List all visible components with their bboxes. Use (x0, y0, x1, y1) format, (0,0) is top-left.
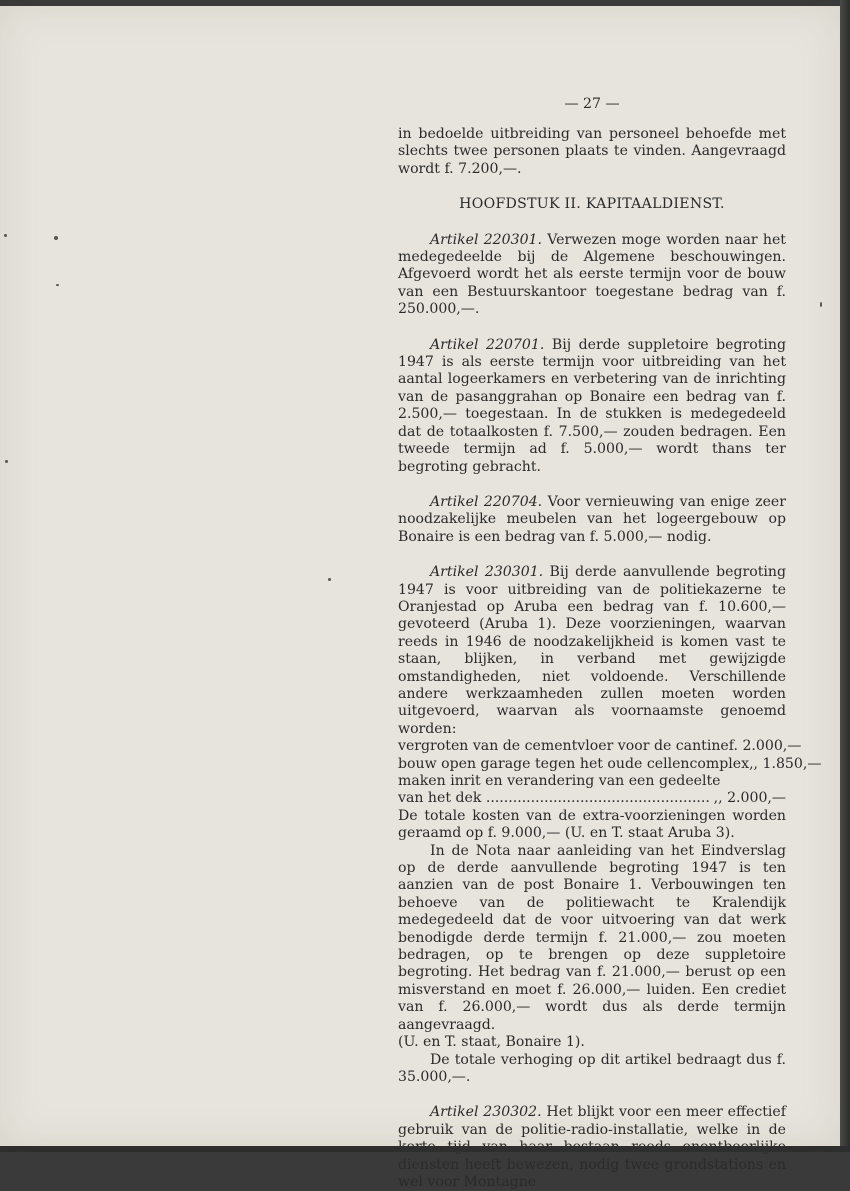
total-increase-paragraph: De totale verhoging op dit artikel bedraagt dus f. 35.000,—. (398, 1051, 786, 1085)
article-220704 (398, 494, 786, 546)
article-label: Artikel 220704. (430, 493, 543, 510)
cost-item-amount: ,, 1.850,— (749, 755, 822, 772)
article-label: Artikel 230301. (430, 564, 544, 581)
intro-paragraph: in bedoelde uitbreiding van personeel behoefde met slechts twee personen plaats te vinden. Aangevraagd wordt f. 7.200,—. (398, 126, 786, 177)
paper-speck (56, 284, 59, 286)
article-text: Bij derde suppletoire begroting 1947 is als eerste termijn voor uitbreiding van het aantal logeerkamers en verbetering van de inrichting van de pasanggrahan op Bonaire een bedrag van f. 2.500,— toegestaan. In de stukken is medegedeeld dat de totaalkosten f. 7.500,— zouden bedragen. Een tweede termijn ad f. 5.000,— wordt thans ter begroting gebracht. (398, 336, 786, 475)
article-label: Artikel 220701. (430, 336, 545, 353)
cost-item (398, 755, 822, 773)
cost-item (398, 738, 802, 755)
paper-speck (328, 578, 331, 581)
cost-item-label: van het dek .................................................. (398, 790, 710, 807)
cost-item-label: bouw open garage tegen het oude cellencomplex (398, 755, 750, 772)
document-page (0, 6, 840, 1190)
cost-item (398, 773, 786, 790)
spacer (398, 546, 786, 564)
cost-item-label: vergroten van de cementvloer voor de cantine (398, 738, 729, 755)
article-220701 (398, 337, 786, 476)
nota-reference: (U. en T. staat, Bonaire 1). (398, 1034, 585, 1051)
article-label: Artikel 230302. (430, 1104, 542, 1121)
article-220301 (398, 232, 786, 319)
text-column (398, 96, 822, 1191)
article-230301 (398, 564, 786, 738)
paper-speck (4, 234, 7, 237)
paper-speck (5, 460, 8, 463)
cost-item-amount: f. 2.000,— (728, 738, 802, 755)
article-text: Het blijkt voor een meer effectief gebruik van de politie-radio-installatie, welke in de diensten heeft bewezen, nodig twee grondstations en wel voor Montagne (398, 1104, 786, 1190)
article-label: Artikel 220301. (430, 231, 542, 248)
spacer (398, 214, 786, 232)
paper-speck (54, 236, 58, 240)
article-text: Voor vernieuwing van enige zeer noodzakelijke meubelen van het logeergebouw op Bonaire is een bedrag van f. 5.000,— nodig. (398, 493, 787, 545)
paper-speck (820, 302, 822, 307)
nota-paragraph: In de Nota naar aanleiding van het Eindverslag op de derde aanvullende begroting 1947 is ten aanzien van de post Bonaire 1. Verbouwingen ten behoeve van de politiewacht te Kralendijk medegedeeld dat de voor uitvoering van dat werk benodigde derde termijn f. 21.000,— zou moeten bedragen, op te brengen op deze suppletoire begroting. Het bedrag van f. 21.000,— berust op een misverstand en moet f. 26.000,— luiden. Een crediet van f. 26.000,— wordt dus als derde termijn aangevraagd. (398, 842, 786, 1033)
scan-border-right (840, 0, 850, 1152)
spacer (398, 476, 786, 494)
spacer (398, 319, 786, 337)
spacer (398, 1086, 786, 1104)
article-text: Bij derde aanvullende begroting 1947 is voor uitbreiding van de politiekazerne te Oranjestad op Aruba een bedrag van f. 10.600,— gevoteerd (Aruba 1). Deze voorzieningen, waarvan reeds in 1946 de noodzakelijkheid is komen vast te staan, blijken, in verband met gewijzigde omstandigheden, niet voldoende. Verschillende andere werkzaamheden zullen moeten worden uitgevoerd, waarvan als voornaamste genoemd worden: (398, 564, 786, 737)
cost-item-amount: ,, 2.000,— (713, 790, 786, 807)
spacer (398, 178, 786, 196)
cost-item-label: maken inrit en verandering van een gedeelte (398, 773, 721, 789)
scan-border-bottom (0, 1146, 850, 1152)
cost-item (398, 790, 786, 807)
chapter-heading: HOOFDSTUK II. KAPITAALDIENST. (459, 196, 725, 213)
page-number: — 27 — (564, 96, 620, 112)
total-costs-paragraph: De totale kosten van de extra-voorzieningen worden geraamd op f. 9.000,— (U. en T. staat Aruba 3). (398, 807, 786, 842)
article-text: Verwezen moge worden naar het medegedeelde bij de Algemene beschouwingen. Afgevoerd wordt het als eerste termijn voor de bouw van een Bestuurskantoor toegestane bedrag van f. 250.000,—. (398, 231, 786, 318)
